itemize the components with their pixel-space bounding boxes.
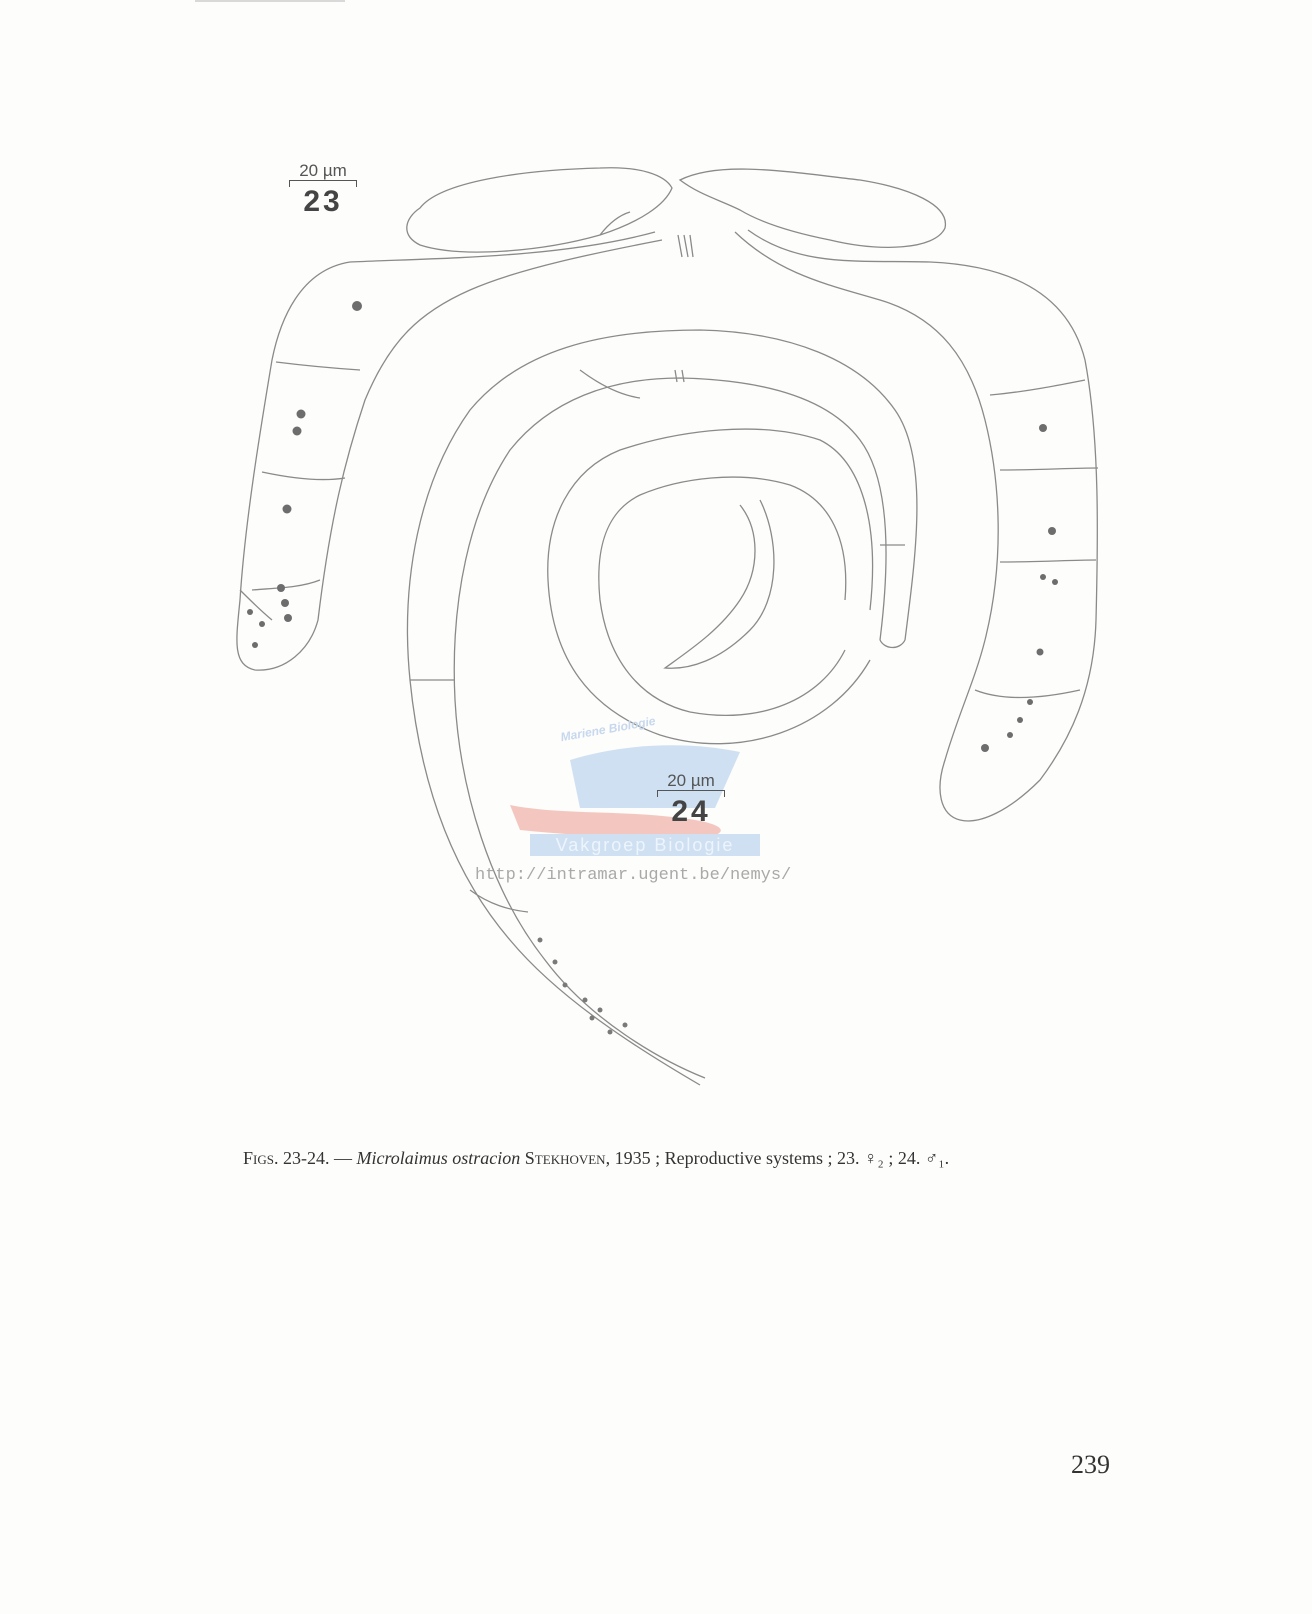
figure-number-24: 24 xyxy=(671,795,711,828)
scale-bar-24 xyxy=(651,772,731,827)
figure-24-drawing xyxy=(408,330,917,1085)
figure-number-23: 23 xyxy=(303,185,343,218)
caption-rest: , 1935 ; Reproductive systems ; 23. ♀₂ ; 24. ♂₁. xyxy=(605,1148,950,1168)
caption-author: Stekhoven xyxy=(524,1148,606,1168)
page-number: 239 xyxy=(1071,1450,1110,1479)
caption-prefix: Figs. xyxy=(243,1148,279,1168)
figure-caption xyxy=(243,1148,1123,1169)
watermark-url: http://intramar.ugent.be/nemys/ xyxy=(475,866,792,885)
scale-bar-23 xyxy=(283,162,363,217)
caption-range: 23-24. — xyxy=(282,1148,352,1168)
caption-species: Microlaimus ostracion xyxy=(356,1148,521,1168)
watermark-group-text: Vakgroep Biologie xyxy=(530,834,760,856)
figure-23-drawing xyxy=(237,168,1098,821)
scale-length-23: 20 µm xyxy=(299,161,347,180)
watermark-top-text: Mariene Biologie xyxy=(559,713,657,745)
scale-length-24: 20 µm xyxy=(667,771,715,790)
